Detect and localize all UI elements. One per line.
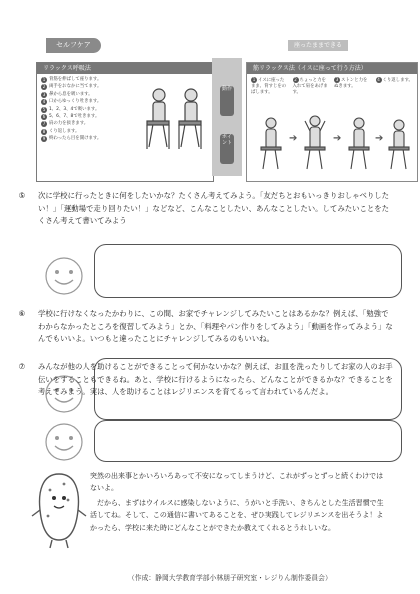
- muscle-relax-step: 3 ストンと力をぬきます。: [334, 77, 368, 89]
- muscle-relax-figures-illustration: [253, 111, 413, 177]
- side-label-action: 動作: [220, 86, 234, 116]
- section-tab-right: 座ったままできる: [288, 40, 348, 51]
- smiley-face-icon: [44, 422, 84, 462]
- svg-text:➔: ➔: [333, 133, 342, 144]
- question-number: ⑥: [18, 309, 26, 318]
- svg-text:➔: ➔: [289, 133, 298, 144]
- breathing-panel-title: リラックス呼吸法: [37, 63, 213, 74]
- closing-message: [90, 470, 390, 534]
- muscle-relax-panel: [246, 62, 418, 182]
- muscle-relax-step: 2 ちょっと力を入れて肩をあげます。: [292, 77, 328, 95]
- section-tab-left: セルフケア: [46, 38, 101, 53]
- breathing-step: 4 口からゆっくり吐きます。: [42, 99, 102, 105]
- breathing-step: 1 背筋を伸ばして座ります。: [42, 77, 102, 82]
- question-text: 次に学校に行ったときに何をしたいかな？たくさん考えてみよう。「友だちとおもいっきりおしゃべりしたい！」「運動場で走り回りたい！」などなど、こんなことしたい、あんなことしたい。してみたいことをたくさん考えて書いてみよう: [38, 191, 390, 226]
- vertical-divider-band: [212, 58, 242, 176]
- question-number: ⑤: [18, 191, 26, 200]
- breathing-step: 6 5、6、7、8で吐きます。: [42, 114, 100, 120]
- answer-box-7[interactable]: [94, 420, 402, 462]
- question-6: [18, 308, 394, 346]
- muscle-relax-step: 1 イスに座ったまま、背すじをのばします。: [251, 77, 287, 95]
- muscle-relax-steps: [247, 74, 417, 96]
- breathing-step: 3 鼻から息を吸います。: [42, 91, 93, 97]
- breathing-step: 2 両手をおなかに当てます。: [42, 84, 102, 90]
- question-7-block: [18, 361, 394, 399]
- muscle-relax-title: 筋リラックス法（イスに座って行う方法）: [247, 63, 417, 74]
- breathing-steps: [37, 74, 143, 143]
- breathing-panel: [36, 62, 214, 182]
- breathing-step: 8 くり返します。: [42, 128, 80, 134]
- muscle-relax-step: 4 くり返します。: [377, 77, 413, 83]
- mascot-character-icon: [30, 470, 88, 550]
- relaxation-section: [12, 34, 413, 186]
- breathing-step: 9 終わったら目を開けます。: [42, 136, 102, 142]
- closing-paragraph-2: だから、まずはウイルスに感染しないように、うがいと手洗い、きちんとした生活習慣で生活してね。そして、この通信に書いてあることを、ぜひ実践してレジリエンスを出そうよ！よかったら、学校に来た時にどんなことができたか教えてくれるとうれしいな。: [90, 498, 384, 532]
- breathing-step: 5 1、2、3、4で吸います。: [42, 106, 100, 112]
- smiley-face-icon: [44, 256, 84, 296]
- credit-line: （作成：静岡大学教育学部小林朋子研究室・レジりん制作委員会）: [128, 574, 332, 582]
- side-label-point: ポイント: [220, 134, 234, 164]
- question-text: みんなが他の人を助けることができることって何かないかな？例えば、お皿を洗ったりしてお家の人のお手伝いをすることもできるね。あと、学校に行けるようになったら、どんなことができるかな？できることを考えてみよう。実は、人を助けることはレジリエンスを育てるって言われているんだよ。: [38, 362, 393, 397]
- closing-paragraph-1: 突然の出来事とかいろいろあって不安になってしまうけど、これがずっとずっと続くわけではないよ。: [90, 472, 384, 493]
- question-text: 学校に行けなくなったかわりに、この間、お家でチャレンジしてみたいことはあるかな？例えば、「勉強でわからなかったところを復習してみよう」とか、「料理やパン作りをしてみよう」「動画を作ってみよう」なんでもいいよ。いつもと違ったことにチャレンジしてみるのもいいね。: [38, 309, 393, 344]
- answer-box-5[interactable]: [94, 244, 402, 298]
- question-number: ⑦: [18, 362, 26, 371]
- breathing-step: 7 肩の力を抜きます。: [42, 121, 89, 127]
- question-5: [18, 190, 394, 228]
- svg-text:➔: ➔: [375, 133, 384, 144]
- seated-figures-illustration: [141, 77, 211, 177]
